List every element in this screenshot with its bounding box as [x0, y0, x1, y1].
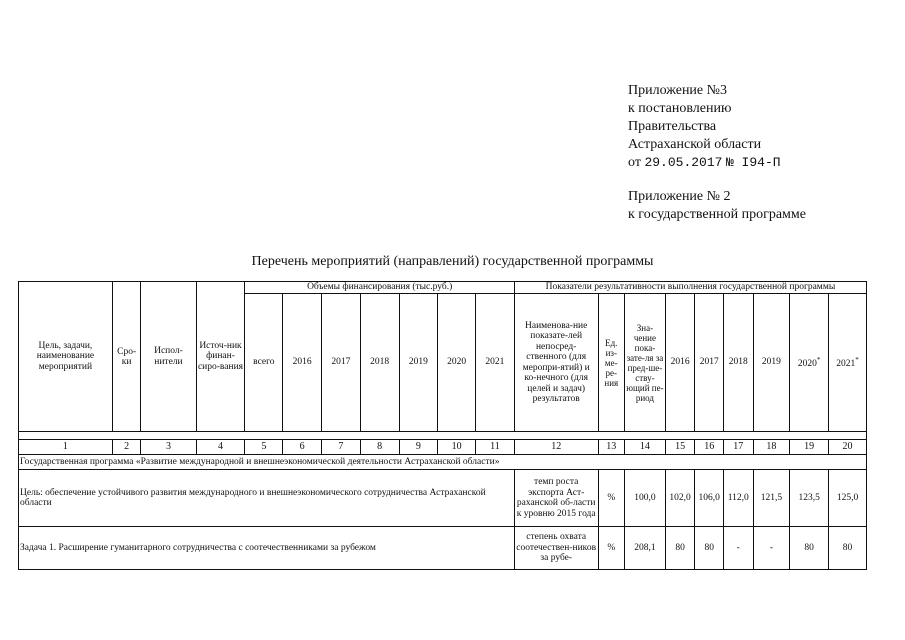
header-terms: Сро-ки: [112, 282, 141, 432]
column-number-row: [19, 440, 867, 455]
document-title: Перечень мероприятий (направлений) государственной программы: [251, 254, 654, 269]
goal-text: Цель: обеспечение устойчивого развития международного и внешнеэкономического сотрудничества Астраханской области: [19, 470, 515, 527]
task-value-2018: -: [723, 527, 753, 570]
col-number: 5: [245, 440, 283, 455]
header-fin-2018: 2018: [360, 294, 399, 432]
col-number: 3: [141, 440, 196, 455]
task-value-2020: 80: [790, 527, 829, 570]
document-number: № I94-П: [725, 155, 781, 170]
header-line-program: к государственной программе: [628, 207, 806, 222]
footnote-mark-2020: *: [816, 356, 821, 365]
header-ind-2018: 2018: [723, 294, 753, 432]
header-ind-2021: [829, 294, 867, 432]
header-indicator-name: Наименова-ние показате-лей непосред-ственного (для меропри-ятий) и ко-нечного (для целей и задач) результатов: [514, 294, 598, 432]
goal-value-2018: 112,0: [723, 470, 753, 527]
header-total: всего: [245, 294, 283, 432]
header-fin-2019: 2019: [399, 294, 438, 432]
header-ind-2020: [790, 294, 829, 432]
header-ind-2019: 2019: [753, 294, 790, 432]
col-number: 1: [19, 440, 113, 455]
header-base-value: Зна-чение пока-зате-ля за пред-ше-ству-ющий пе-риод: [625, 294, 666, 432]
header-line-annex2: Приложение № 2: [628, 189, 731, 204]
program-row: [19, 455, 867, 470]
col-number: 6: [283, 440, 322, 455]
header-executors: Испол-нители: [141, 282, 196, 432]
col-number: 2: [112, 440, 141, 455]
header-goal: Цель, задачи, наименование мероприятий: [19, 282, 113, 432]
col-number: 10: [438, 440, 476, 455]
task-base-value: 208,1: [625, 527, 666, 570]
program-name: Государственная программа «Развитие международной и внешнеэкономической деятельности Астраханской области»: [19, 455, 867, 470]
spacer-cell: [19, 432, 867, 440]
col-number: 13: [598, 440, 625, 455]
col-number: 20: [829, 440, 867, 455]
group-indicators: Показатели результативности выполнения государственной программы: [514, 282, 866, 294]
goal-row: [19, 470, 867, 527]
header-fin-2020: 2020: [438, 294, 476, 432]
group-financing: Объемы финансирования (тыс.руб.): [245, 282, 514, 294]
col-number: 18: [753, 440, 790, 455]
task-value-2019: -: [753, 527, 790, 570]
task-row: [19, 527, 867, 570]
header-line-date: [628, 154, 806, 172]
date-value: 29.05.2017: [644, 155, 723, 170]
group-header-row: [19, 282, 867, 294]
goal-value-2020: 123,5: [790, 470, 829, 527]
header-line-annex3: Приложение №3: [628, 83, 727, 98]
header-line-region: Астраханской области: [628, 137, 762, 152]
col-number: 14: [625, 440, 666, 455]
goal-value-2017: 106,0: [695, 470, 724, 527]
col-number: 9: [399, 440, 438, 455]
spacer-row: [19, 432, 867, 440]
header-ind-2020-year: 2020: [797, 359, 817, 370]
header-ind-2016: 2016: [665, 294, 695, 432]
col-number: 17: [723, 440, 753, 455]
task-value-2016: 80: [665, 527, 695, 570]
task-value-2021: 80: [829, 527, 867, 570]
task-indicator: степень охвата соотечествен-ников за рубе-: [514, 527, 598, 570]
header-unit: Ед. из-ме-ре-ния: [598, 294, 625, 432]
goal-unit: %: [598, 470, 625, 527]
col-number: 8: [360, 440, 399, 455]
header-line-resolution: к постановлению: [628, 101, 732, 116]
col-number: 19: [790, 440, 829, 455]
header-fin-2016: 2016: [283, 294, 322, 432]
approval-header: [628, 82, 806, 224]
goal-indicator: темп роста экспорта Аст-раханской об-ласти к уровню 2015 года: [514, 470, 598, 527]
task-text: Задача 1. Расширение гуманитарного сотрудничества с соотечественниками за рубежом: [19, 527, 515, 570]
date-prefix: от: [628, 155, 641, 170]
goal-value-2016: 102,0: [665, 470, 695, 527]
task-value-2017: 80: [695, 527, 724, 570]
col-number: 15: [665, 440, 695, 455]
goal-base-value: 100,0: [625, 470, 666, 527]
goal-value-2019: 121,5: [753, 470, 790, 527]
col-number: 16: [695, 440, 724, 455]
goal-value-2021: 125,0: [829, 470, 867, 527]
header-source: Источ-ник финан-сиро-вания: [196, 282, 245, 432]
footnote-mark-2021: *: [855, 356, 859, 365]
task-unit: %: [598, 527, 625, 570]
header-line-government: Правительства: [628, 119, 717, 134]
header-fin-2021: 2021: [476, 294, 515, 432]
col-number: 12: [514, 440, 598, 455]
header-fin-2017: 2017: [321, 294, 360, 432]
header-ind-2017: 2017: [695, 294, 724, 432]
col-number: 4: [196, 440, 245, 455]
col-number: 11: [476, 440, 515, 455]
measures-table: [18, 281, 867, 570]
col-number: 7: [321, 440, 360, 455]
header-ind-2021-year: 2021: [836, 359, 856, 370]
